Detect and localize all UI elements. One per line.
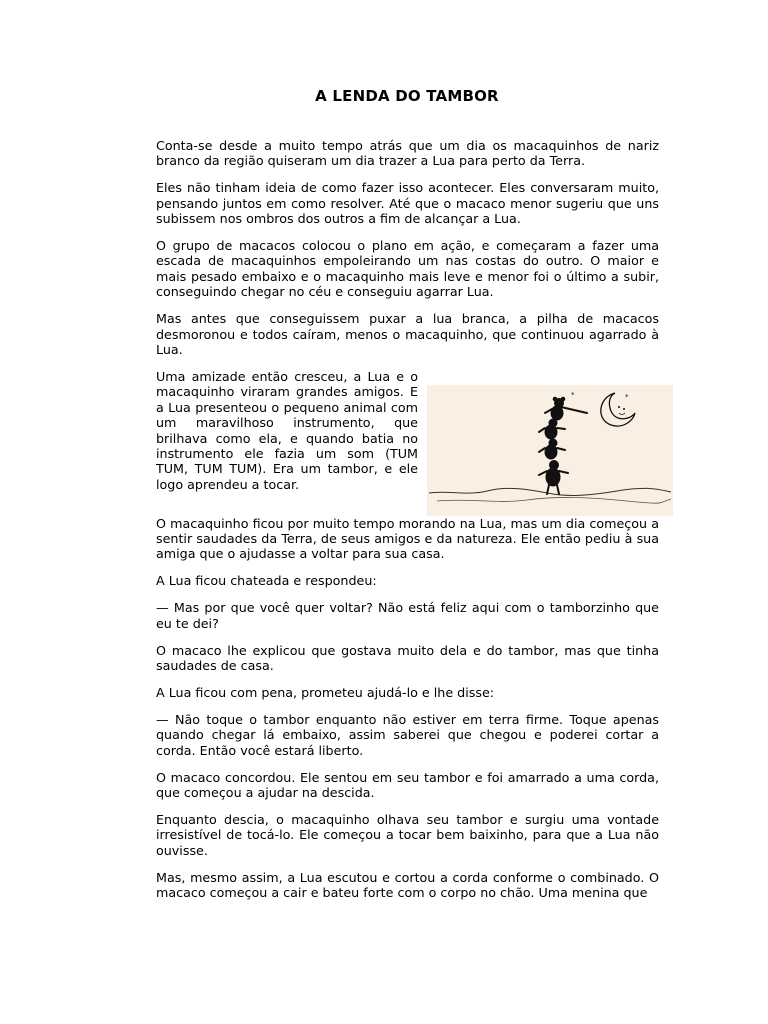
illustration-drawing	[427, 385, 673, 516]
paragraph: A Lua ficou com pena, prometeu ajudá-lo e lhe disse:	[156, 684, 495, 700]
star-icon: *	[625, 393, 629, 401]
monkey-moon-illustration	[427, 385, 673, 516]
paragraph: Eles não tinham ideia de como fazer isso acontecer. Eles conversaram muito, pensando juntos em como resolver. Até que o macaco menor sugeriu que uns subissem nos ombros dos outros a fim de alcançar a Lua.	[156, 180, 659, 227]
paragraph: Mas, mesmo assim, a Lua escutou e cortou a corda conforme o combinado. O macaco começou a cair e bateu forte com o corpo no chão. Uma menina que	[156, 869, 659, 900]
paragraph: Mas antes que conseguissem puxar a lua branca, a pilha de macacos desmoronou e todos caíram, menos o macaquinho, que continuou agarrado à Lua.	[156, 311, 659, 357]
document-body	[156, 138, 659, 912]
paragraph: A Lua ficou chateada e respondeu:	[156, 573, 377, 589]
paragraph: O macaco concordou. Ele sentou em seu tambor e foi amarrado a uma corda, que começou a ajudar na descida.	[156, 769, 659, 800]
crescent-moon-icon	[601, 393, 635, 426]
ground-line	[437, 497, 671, 503]
paragraph: Enquanto descia, o macaquinho olhava seu tambor e surgiu uma vontade irresistível de tocá-lo. Ele começou a tocar bem baixinho, para que a Lua não ouvisse.	[156, 811, 659, 858]
ground-line	[429, 488, 671, 495]
paragraph: Uma amizade então cresceu, a Lua e o macaquinho viraram grandes amigos. E a Lua presenteou o pequeno animal com um maravilhoso instrumento, que brilhava como ela, e quando batia no instrumento ele fazia um som (TUM TUM, TUM TUM). Era um tambor, e ele logo aprendeu a tocar.	[156, 368, 418, 492]
dialogue-paragraph: — Não toque o tambor enquanto não estiver em terra firme. Toque apenas quando chegar lá embaixo, assim saberei que chegou e poderei cortar a corda. Então você estará liberto.	[156, 711, 659, 758]
paragraph: O grupo de macacos colocou o plano em ação, e começaram a fazer uma escada de macaquinhos empoleirando um nas costas do outro. O maior e mais pesado embaixo e o macaquinho mais leve e menor foi o último a subir, conseguindo chegar no céu e conseguiu agarrar Lua.	[156, 238, 659, 300]
monkey-stack	[539, 397, 587, 494]
star-icon: *	[571, 391, 575, 399]
document-title: A LENDA DO TAMBOR	[315, 87, 499, 105]
paragraph: O macaquinho ficou por muito tempo morando na Lua, mas um dia começou a sentir saudades da Terra, de seus amigos e da natureza. Ele então pediu à sua amiga que o ajudasse a voltar para sua casa.	[156, 515, 659, 562]
paragraph: O macaco lhe explicou que gostava muito dela e do tambor, mas que tinha saudades de casa.	[156, 642, 659, 673]
paragraph: Conta-se desde a muito tempo atrás que um dia os macaquinhos de nariz branco da região quiseram um dia trazer a Lua para perto da Terra.	[156, 138, 659, 169]
dialogue-paragraph: — Mas por que você quer voltar? Não está feliz aqui com o tamborzinho que eu te dei?	[156, 600, 659, 631]
